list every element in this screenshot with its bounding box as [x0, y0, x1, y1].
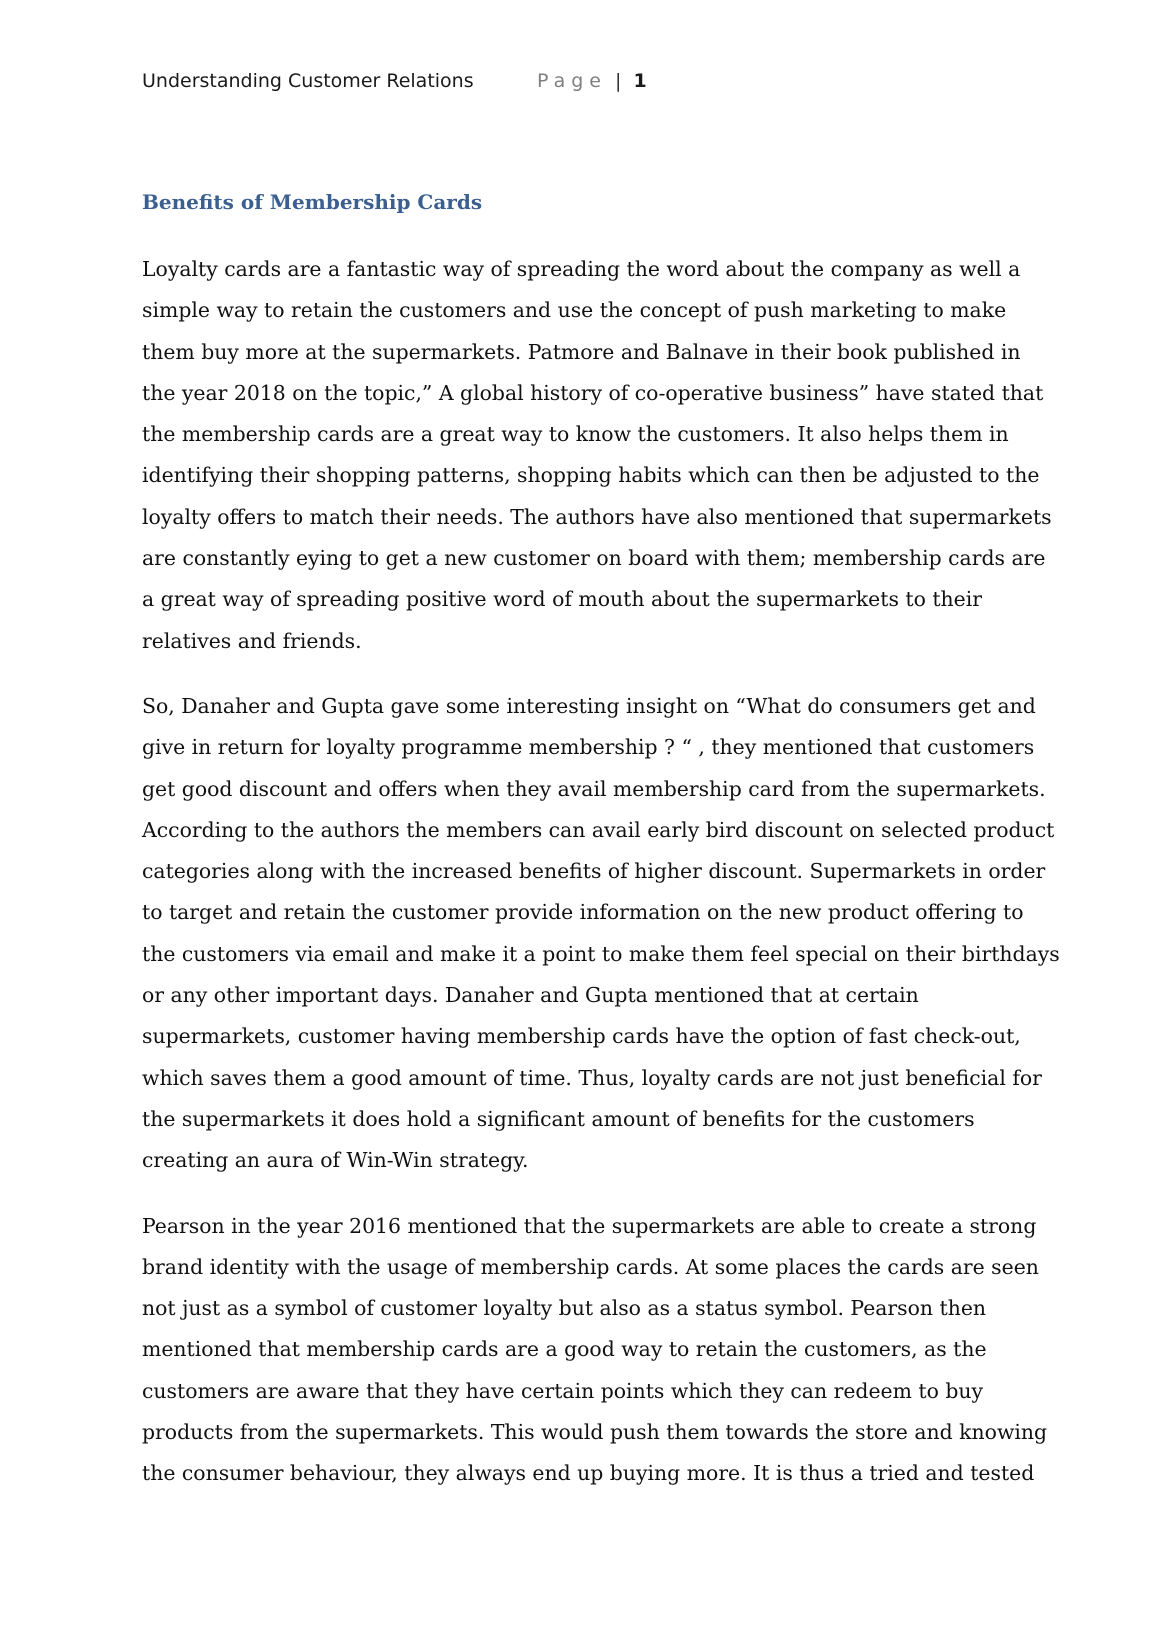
header-title: Understanding Customer Relations [142, 70, 474, 92]
text-line: creating an aura of Win-Win strategy. [142, 1148, 529, 1173]
text-line: According to the authors the members can avail early bird discount on selected product [142, 817, 1055, 842]
text-line: products from the supermarkets. This would push them towards the store and knowing [142, 1420, 1048, 1445]
text-line: customers are aware that they have certain points which they can redeem to buy [142, 1378, 984, 1403]
text-line: brand identity with the usage of membership cards. At some places the cards are seen [142, 1254, 1039, 1279]
text-line: identifying their shopping patterns, shopping habits which can then be adjusted to the [142, 463, 1040, 488]
paragraph [142, 249, 1052, 662]
page-label: Page [537, 70, 607, 92]
text-line: loyalty offers to match their needs. The authors have also mentioned that supermarkets [142, 504, 1052, 529]
text-line: So, Danaher and Gupta gave some interesting insight on “What do consumers get and [142, 693, 1036, 718]
paragraph [142, 1206, 1048, 1495]
text-line: not just as a symbol of customer loyalty but also as a status symbol. Pearson then [142, 1296, 987, 1321]
text-line: the customers via email and make it a point to make them feel special on their birthdays [142, 941, 1060, 966]
text-line: or any other important days. Danaher and Gupta mentioned that at certain [142, 983, 919, 1008]
page-header [142, 70, 1042, 100]
text-line: are constantly eying to get a new customer on board with them; membership cards are [142, 546, 1046, 571]
section-heading: Benefits of Membership Cards [142, 190, 483, 214]
text-line: them buy more at the supermarkets. Patmore and Balnave in their book published in [142, 339, 1021, 364]
page-indicator [537, 70, 647, 92]
text-line: the year 2018 on the topic,” A global history of co-operative business” have stated that [142, 380, 1044, 405]
document-body [142, 186, 1060, 1519]
text-line: simple way to retain the customers and use the concept of push marketing to make [142, 298, 1007, 323]
text-line: the supermarkets it does hold a significant amount of benefits for the customers [142, 1106, 975, 1131]
text-line: supermarkets, customer having membership cards have the option of fast check-out, [142, 1024, 1021, 1049]
text-line: the consumer behaviour, they always end up buying more. It is thus a tried and tested [142, 1461, 1035, 1486]
page-separator: | [615, 70, 622, 92]
text-line: get good discount and offers when they avail membership card from the supermarkets. [142, 776, 1046, 801]
text-line: to target and retain the customer provide information on the new product offering to [142, 900, 1024, 925]
text-line: Loyalty cards are a fantastic way of spreading the word about the company as well a [142, 257, 1021, 281]
text-line: relatives and friends. [142, 628, 362, 653]
text-line: give in return for loyalty programme membership ? “ , they mentioned that customers [142, 735, 1035, 760]
text-line: mentioned that membership cards are a good way to retain the customers, as the [142, 1337, 987, 1362]
text-line: categories along with the increased benefits of higher discount. Supermarkets in order [142, 859, 1046, 884]
text-line: a great way of spreading positive word of mouth about the supermarkets to their [142, 587, 982, 612]
text-line: the membership cards are a great way to know the customers. It also helps them in [142, 422, 1009, 447]
paragraph [142, 686, 1060, 1182]
text-line: Pearson in the year 2016 mentioned that the supermarkets are able to create a strong [142, 1213, 1037, 1238]
page-number: 1 [633, 70, 647, 92]
text-line: which saves them a good amount of time. Thus, loyalty cards are not just beneficial for [142, 1065, 1042, 1090]
